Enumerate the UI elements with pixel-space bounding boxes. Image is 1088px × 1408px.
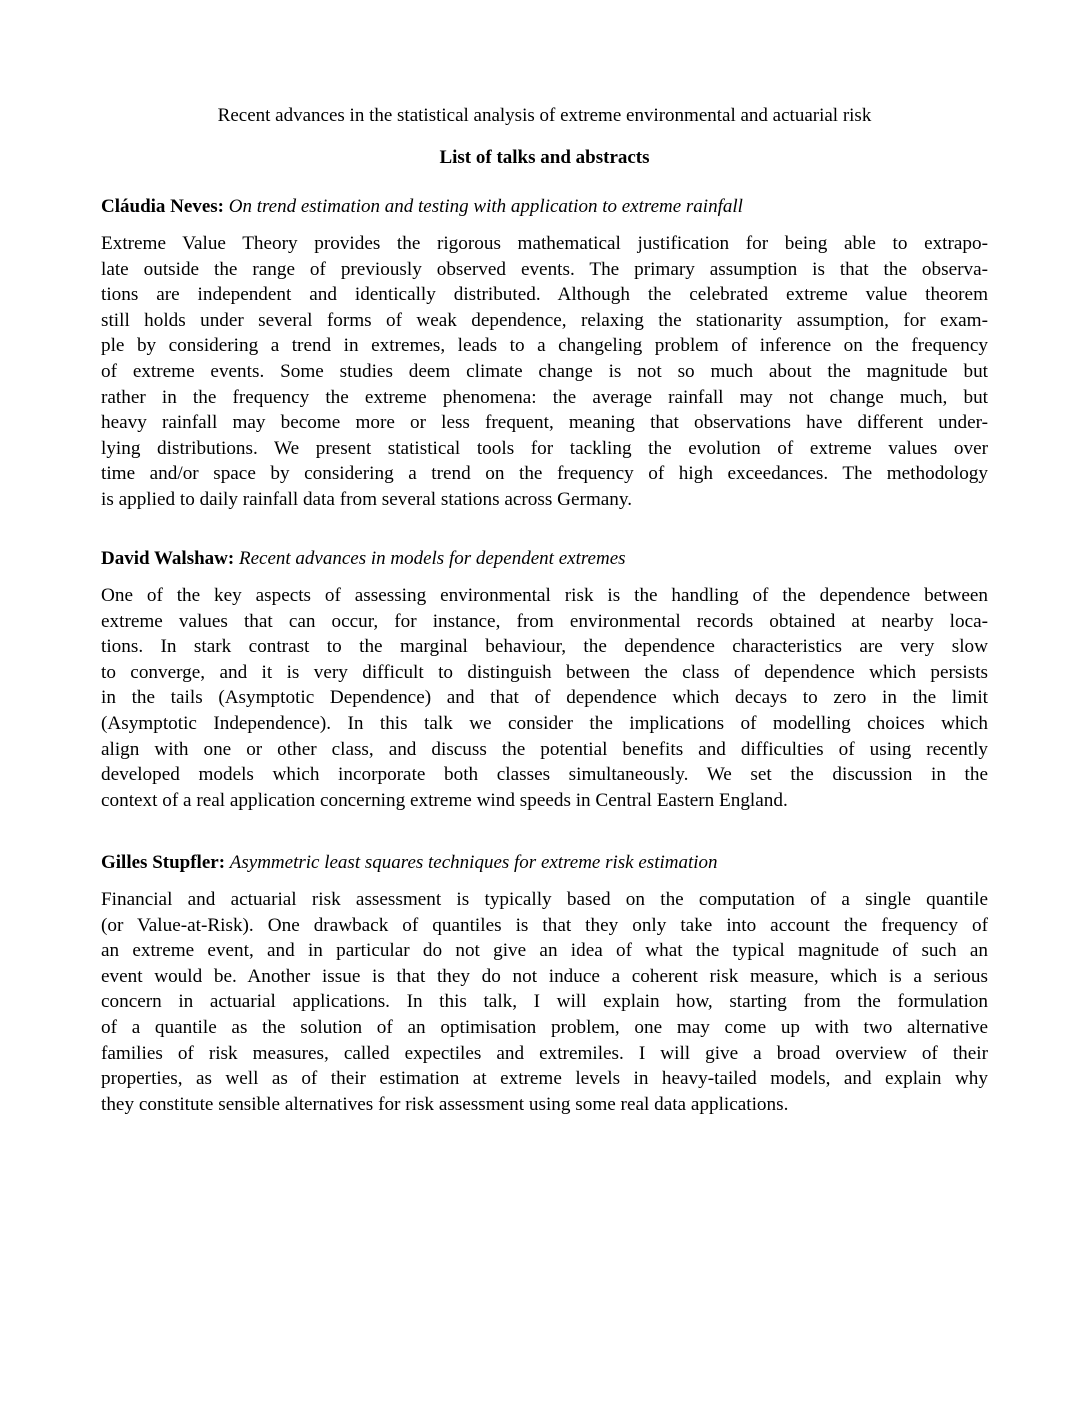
talk-abstract (101, 887, 988, 1117)
abstract-line: tions. In stark contrast to the marginal behaviour, the dependence characteristics are very slow (101, 636, 988, 658)
abstract-line: an extreme event, and in particular do not give an idea of what the typical magnitude of such an (101, 940, 988, 962)
talk-heading (101, 547, 988, 571)
abstract-line: heavy rainfall may become more or less frequent, meaning that observations have different under- (101, 412, 988, 434)
abstract-line: developed models which incorporate both classes simultaneously. We set the discussion in the (101, 764, 988, 786)
abstract-line: Extreme Value Theory provides the rigorous mathematical justification for being able to extrapo- (101, 233, 988, 254)
abstract-line: event would be. Another issue is that they do not induce a coherent risk measure, which is a serious (101, 965, 988, 987)
talk-title: Recent advances in models for dependent extremes (238, 548, 626, 569)
speaker-name: Gilles Stupfler: (101, 852, 226, 873)
talk-abstract (101, 231, 988, 513)
document-title: Recent advances in the statistical analysis of extreme environmental and actuarial risk (217, 105, 872, 126)
abstract-line: (Asymptotic Independence). In this talk we consider the implications of modelling choices which (101, 712, 988, 734)
abstract-line: ple by considering a trend in extremes, leads to a changeling problem of inference on the frequency (101, 335, 988, 357)
abstract-line: of a quantile as the solution of an optimisation problem, one may come up with two alternative (101, 1016, 988, 1038)
abstract-line: families of risk measures, called expectiles and extremiles. I will give a broad overview of their (101, 1042, 988, 1064)
abstract-line: properties, as well as of their estimation at extreme levels in heavy-tailed models, and explain why (101, 1068, 988, 1090)
talk-heading (101, 851, 988, 875)
abstract-line: lying distributions. We present statistical tools for tackling the evolution of extreme values over (101, 437, 988, 459)
abstract-line: rather in the frequency the extreme phenomena: the average rainfall may not change much, but (101, 386, 988, 408)
speaker-name: Cláudia Neves: (101, 196, 224, 217)
abstract-line: they constitute sensible alternatives for risk assessment using some real data applications. (101, 1093, 789, 1115)
abstract-line: concern in actuarial applications. In this talk, I will explain how, starting from the formulation (101, 991, 988, 1013)
abstract-line: in the tails (Asymptotic Dependence) and that of dependence which decays to zero in the limit (101, 687, 988, 709)
abstract-line: is applied to daily rainfall data from several stations across Germany. (101, 488, 633, 510)
abstract-line: to converge, and it is very difficult to distinguish between the class of dependence which persists (101, 661, 988, 683)
abstract-line: still holds under several forms of weak dependence, relaxing the stationarity assumption, for exam- (101, 309, 988, 331)
talk-title: On trend estimation and testing with application to extreme rainfall (228, 196, 743, 217)
abstract-line: late outside the range of previously observed events. The primary assumption is that the observa- (101, 258, 988, 280)
abstract-line: time and/or space by considering a trend on the frequency of high exceedances. The methodology (101, 463, 988, 485)
talk-heading (101, 195, 988, 219)
abstract-line: of extreme events. Some studies deem climate change is not so much about the magnitude but (101, 360, 988, 382)
abstract-line: One of the key aspects of assessing environmental risk is the handling of the dependence between (101, 585, 988, 606)
speaker-name: David Walshaw: (101, 548, 235, 569)
talk-abstract (101, 583, 988, 813)
document-subtitle: List of talks and abstracts (439, 147, 650, 168)
abstract-line: (or Value-at-Risk). One drawback of quantiles is that they only take into account the frequency of (101, 914, 988, 936)
abstract-line: Financial and actuarial risk assessment is typically based on the computation of a single quantile (101, 889, 988, 910)
abstract-line: context of a real application concerning extreme wind speeds in Central Eastern England. (101, 789, 788, 811)
abstract-line: extreme values that can occur, for instance, from environmental records obtained at nearby loca- (101, 610, 988, 632)
talk-section (101, 195, 988, 513)
abstract-line: tions are independent and identically distributed. Although the celebrated extreme value theorem (101, 284, 988, 306)
talk-title: Asymmetric least squares techniques for extreme risk estimation (229, 852, 718, 873)
abstract-line: align with one or other class, and discuss the potential benefits and difficulties of using recently (101, 738, 988, 760)
talk-section (101, 547, 988, 813)
talk-section (101, 851, 988, 1117)
